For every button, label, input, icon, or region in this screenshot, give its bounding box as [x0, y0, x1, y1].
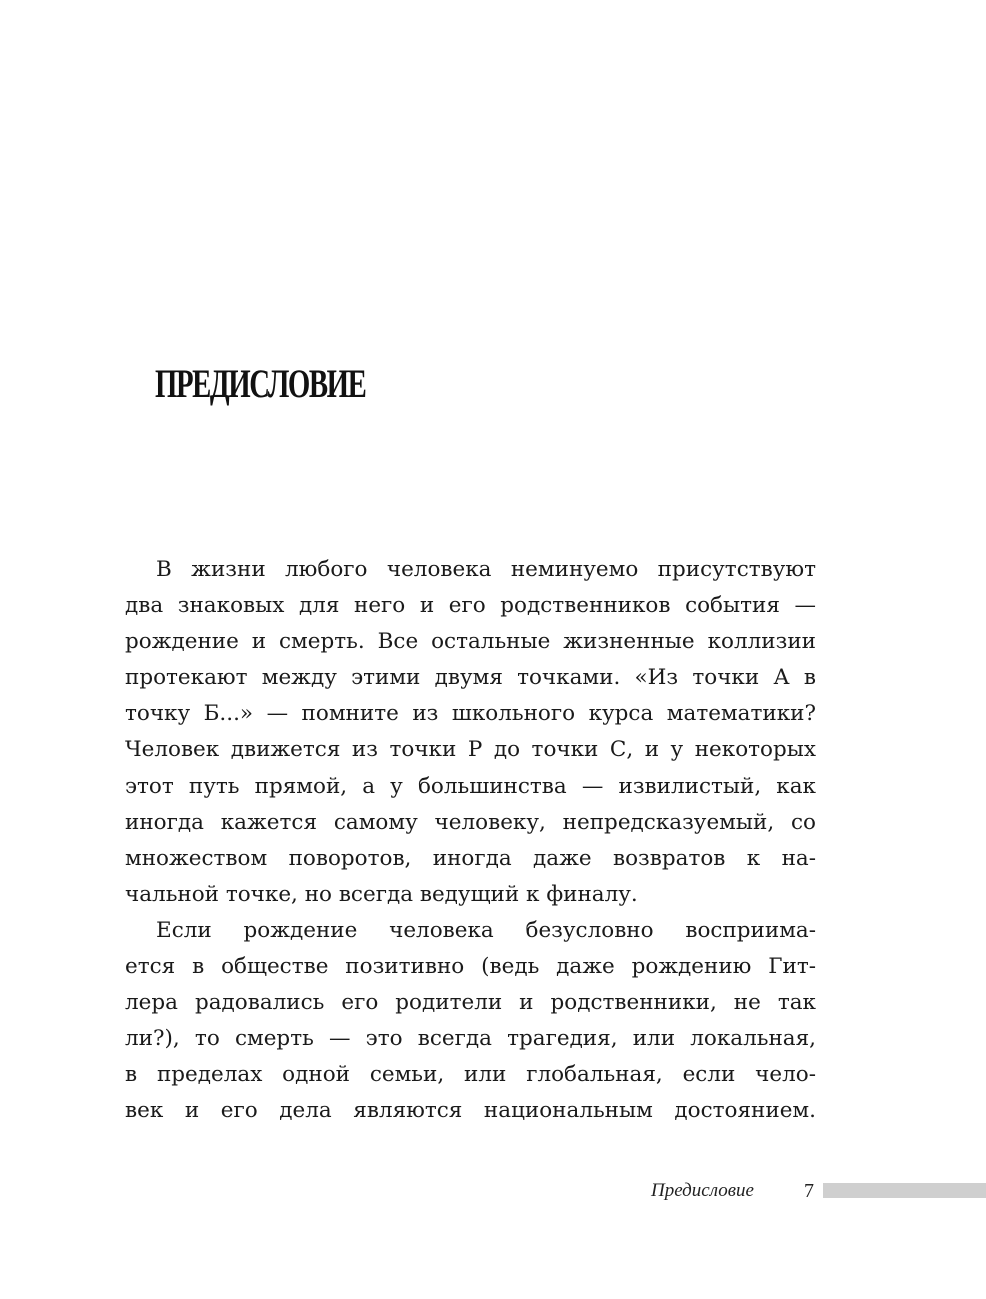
- text-line: иногда кажется самому человеку, непредсказуемый, со: [125, 809, 816, 835]
- text-line: Если рождение человека безусловно восприима-: [156, 917, 816, 943]
- text-line: В жизни любого человека неминуемо присутствуют: [156, 557, 816, 582]
- text-line: точку Б...» — помните из школьного курса математики?: [125, 701, 816, 727]
- text-line: рождение и смерть. Все остальные жизненные коллизии: [125, 629, 816, 655]
- text-line: этот путь прямой, а у большинства — извилистый, как: [125, 773, 816, 799]
- body-text: [125, 552, 816, 1130]
- running-head: Предисловие: [651, 1180, 754, 1201]
- paragraph-2: [125, 913, 816, 1130]
- text-line: протекают между этими двумя точками. «Из точки А в: [125, 665, 816, 691]
- text-line: век и его дела являются национальным достоянием.: [125, 1098, 816, 1124]
- text-line: Человек движется из точки Р до точки С, и у некоторых: [125, 737, 816, 763]
- chapter-title: ПРЕДИСЛОВИЕ: [155, 361, 366, 406]
- text-line: множеством поворотов, иногда даже возвратов к на-: [125, 845, 816, 871]
- page-edge-bar: [823, 1183, 986, 1198]
- page-number: 7: [804, 1180, 814, 1202]
- paragraph-1: [125, 552, 816, 913]
- text-line: чальной точке, но всегда ведущий к финалу.: [125, 881, 638, 907]
- text-line: два знаковых для него и его родственников события —: [125, 593, 816, 619]
- text-line: ли?), то смерть — это всегда трагедия, или локальная,: [125, 1026, 816, 1052]
- text-line: в пределах одной семьи, или глобальная, если чело-: [125, 1062, 816, 1088]
- text-line: ется в обществе позитивно (ведь даже рождению Гит-: [125, 954, 816, 980]
- text-line: лера радовались его родители и родственники, не так: [125, 990, 816, 1016]
